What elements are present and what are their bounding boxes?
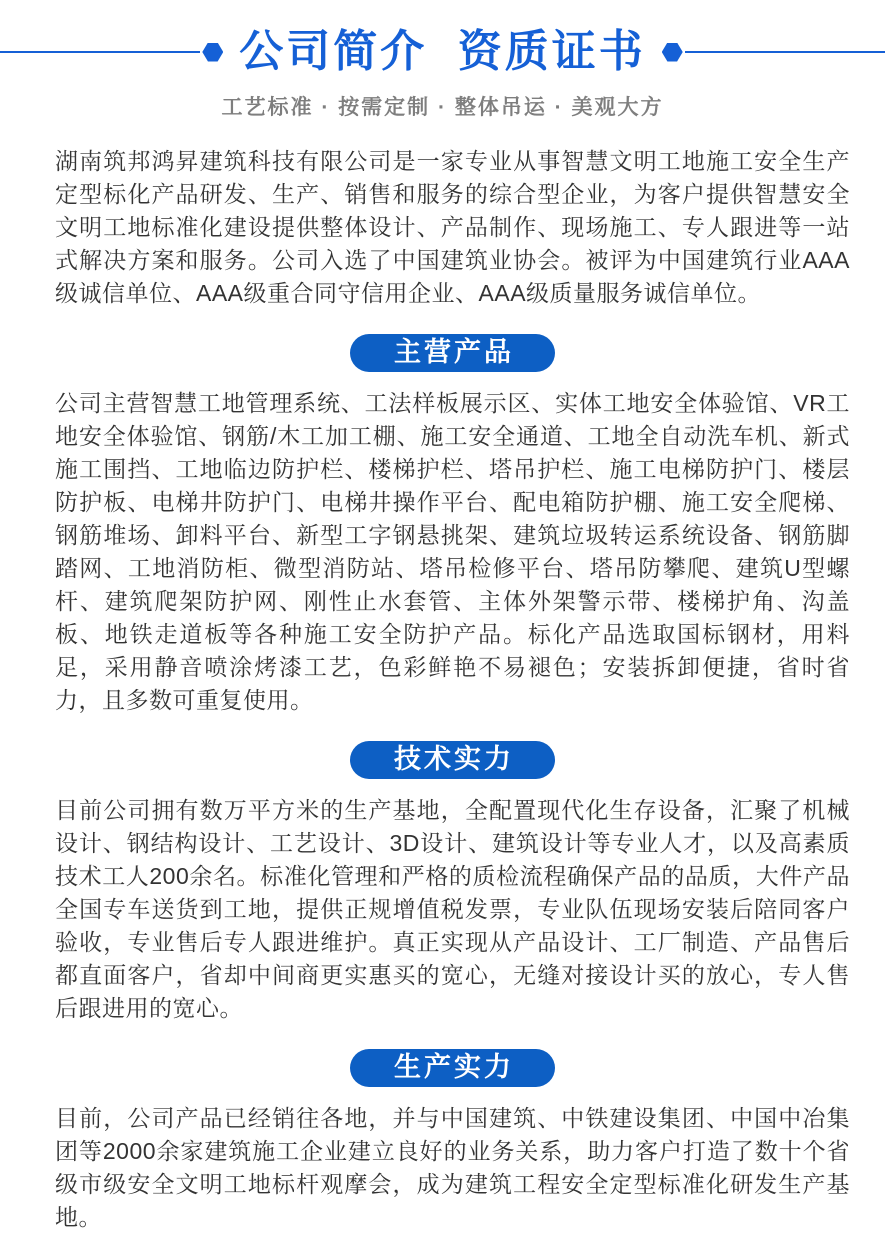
header <box>0 26 885 78</box>
badge-row-production-strength <box>55 1025 850 1102</box>
badge-main-products: 主营产品 <box>350 334 555 372</box>
hexagon-dot-left-icon <box>202 43 223 62</box>
header-subtitle: 工艺标准 · 按需定制 · 整体吊运 · 美观大方 <box>221 96 664 119</box>
header-line-right <box>685 51 885 53</box>
header-line-left <box>0 51 200 53</box>
badge-row-main-products <box>55 310 850 387</box>
badge-technical-strength: 技术实力 <box>350 741 555 779</box>
badge-production-strength: 生产实力 <box>350 1049 555 1087</box>
hexagon-dot-right-icon <box>662 43 683 62</box>
paragraph-production-strength: 目前，公司产品已经销往各地，并与中国建筑、中铁建设集团、中国中冶集团等2000余家建筑施工企业建立良好的业务关系，助力客户打造了数十个省级市级安全文明工地标杆观摩会，成为建筑工程安全定型标准化研发生产基地。 <box>55 1105 850 1230</box>
content-area <box>0 145 885 1234</box>
paragraph-company-intro: 湖南筑邦鸿昇建筑科技有限公司是一家专业从事智慧文明工地施工安全生产定型标化产品研发、生产、销售和服务的综合型企业，为客户提供智慧安全文明工地标准化建设提供整体设计、产品制作、现场施工、专人跟进等一站式解决方案和服务。公司入选了中国建筑业协会。被评为中国建筑行业AAA级诚信单位、AAA级重合同守信用企业、AAA级质量服务诚信单位。 <box>55 148 850 306</box>
paragraph-main-products: 公司主营智慧工地管理系统、工法样板展示区、实体工地安全体验馆、VR工地安全体验馆、钢筋/木工加工棚、施工安全通道、工地全自动洗车机、新式施工围挡、工地临边防护栏、楼梯护栏、塔吊护栏、施工电梯防护门、楼层防护板、电梯井防护门、电梯井操作平台、配电箱防护棚、施工安全爬梯、钢筋堆场、卸料平台、新型工字钢悬挑架、建筑垃圾转运系统设备、钢筋脚踏网、工地消防柜、微型消防站、塔吊检修平台、塔吊防攀爬、建筑U型螺杆、建筑爬架防护网、刚性止水套管、主体外架警示带、楼梯护角、沟盖板、地铁走道板等各种施工安全防护产品。标化产品选取国标钢材，用料足，采用静音喷涂烤漆工艺，色彩鲜艳不易褪色；安装拆卸便捷，省时省力，且多数可重复使用。 <box>55 390 850 713</box>
company-profile-page <box>0 26 885 1230</box>
badge-row-technical-strength <box>55 717 850 794</box>
paragraph-technical-strength: 目前公司拥有数万平方米的生产基地，全配置现代化生存设备，汇聚了机械设计、钢结构设计、工艺设计、3D设计、建筑设计等专业人才，以及高素质技术工人200余名。标准化管理和严格的质检流程确保产品的品质，大件产品全国专车送货到工地，提供正规增值税发票，专业队伍现场安装后陪同客户验收，专业售后专人跟进维护。真正实现从产品设计、工厂制造、产品售后都直面客户，省却中间商更实惠买的宽心，无缝对接设计买的放心，专人售后跟进用的宽心。 <box>55 797 850 1021</box>
page-title: 公司简介 资质证书 <box>239 27 646 76</box>
